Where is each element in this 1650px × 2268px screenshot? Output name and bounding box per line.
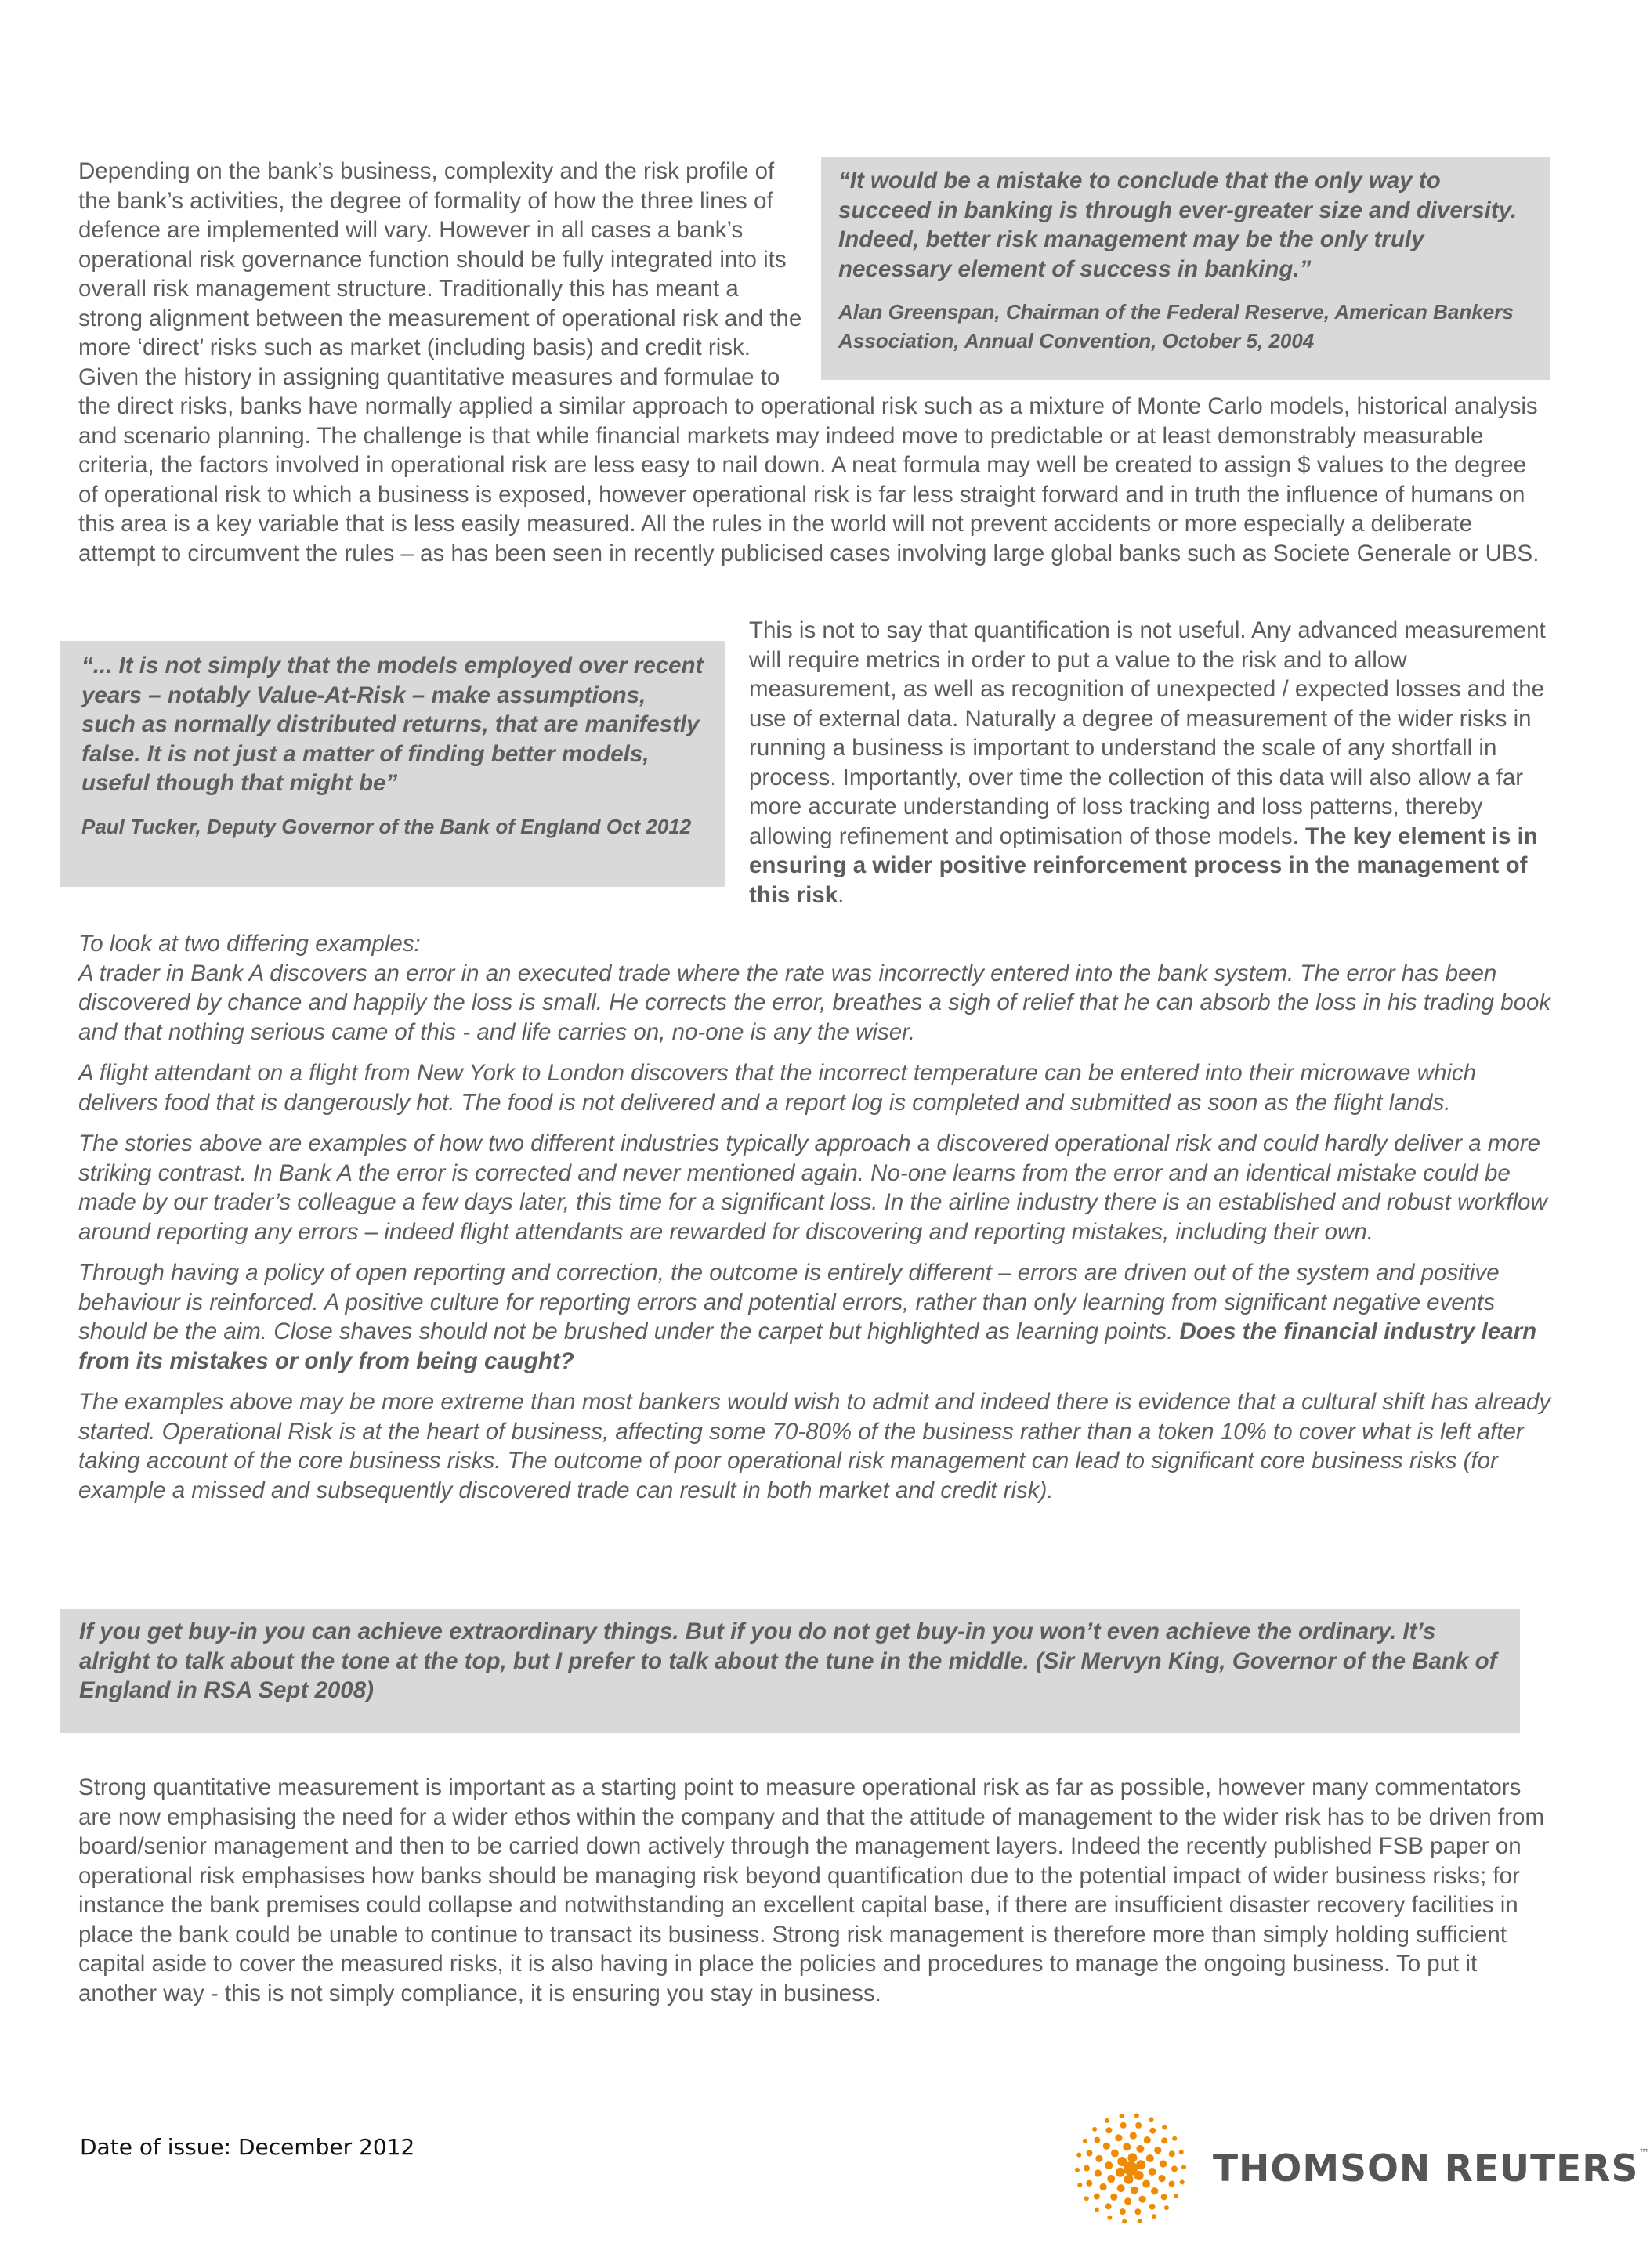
- logo-dot: [1076, 2153, 1081, 2158]
- logo-dot: [1134, 2171, 1144, 2180]
- logo-dot: [1122, 2219, 1127, 2224]
- logo-dot: [1158, 2175, 1165, 2182]
- logo-dot: [1095, 2208, 1099, 2212]
- examples-block: [78, 929, 1551, 1047]
- extreme-paragraph: The examples above may be more extreme than most bankers would wish to admit and indeed there is evidence that a cultural shift has already started. Operational Risk is at the heart of business, affecting some 70-80% of the business rather than a token 10% to cover what is left after taking account of the core business risks. The outcome of poor operational risk management can lead to significant core business risks (for example a missed and subsequently discovered trade can result in both market and credit risk).: [78, 1389, 1551, 1503]
- logo-wordmark: THOMSON REUTERS: [1213, 2147, 1639, 2190]
- logo-dot: [1105, 2118, 1109, 2123]
- quantification-paragraph: [749, 616, 1551, 910]
- logo-dot: [1123, 2143, 1131, 2150]
- logo-dot: [1181, 2165, 1186, 2169]
- policy-text: Through having a policy of open reporting and correction, the outcome is entirely different – errors are driven out of the system and positive behaviour is reinforced. A positive culture for reporting errors and potential errors, rather than only learning from significant negative events should be the aim. Close shaves should not be brushed under the carpet but highlighted as learning points.: [78, 1260, 1500, 1344]
- logo-dot: [1164, 2205, 1169, 2210]
- logo-dot: [1149, 2168, 1156, 2176]
- logo-dot: [1119, 2114, 1124, 2118]
- logo-dot: [1136, 2145, 1144, 2153]
- examples-section: [78, 929, 1551, 1517]
- examples-intro: To look at two differing examples:: [78, 931, 421, 957]
- logo-dot: [1172, 2136, 1177, 2141]
- logo-dot: [1168, 2181, 1174, 2187]
- logo-dot: [1083, 2139, 1087, 2143]
- tucker-quote-attribution: Paul Tucker, Deputy Governor of the Bank of England Oct 2012: [81, 814, 692, 838]
- logo-dot: [1111, 2149, 1119, 2157]
- logo-dot: [1169, 2150, 1175, 2157]
- issue-date: Date of issue: December 2012: [80, 2134, 415, 2160]
- logo-dot: [1105, 2161, 1113, 2169]
- logo-dot: [1142, 2180, 1150, 2188]
- logo-dot: [1131, 2187, 1138, 2194]
- thomson-reuters-dot-sphere-icon: [1072, 2110, 1189, 2227]
- logo-dot: [1134, 2208, 1141, 2215]
- logo-dot: [1124, 2175, 1134, 2184]
- logo-dot: [1179, 2150, 1184, 2154]
- policy-question: Does the financial industry learn from its mistakes or only from being caught?: [78, 1318, 1537, 1374]
- greenspan-quote-attribution: Alan Greenspan, Chairman of the Federal Reserve, American Bankers Association, Annual Convention, October 5, 2004: [838, 300, 1514, 353]
- logo-dot: [1149, 2128, 1156, 2134]
- logo-dot: [1174, 2194, 1178, 2198]
- logo-dot: [1075, 2168, 1080, 2172]
- tucker-quote-box: [60, 641, 725, 887]
- logo-dot: [1136, 2160, 1145, 2169]
- logo-dot: [1130, 2132, 1137, 2140]
- logo-dot: [1116, 2168, 1125, 2177]
- quantification-text: This is not to say that quantification is not useful. Any advanced measurement will require metrics in order to put a value to the risk and to allow measurement, as well as recognition of unexpected / expected losses and the use of external data. Naturally a degree of measurement of the wider risks in running a business is important to understand the scale of any shortfall in process. Importantly, over time the collection of this data will also allow a far more accurate understanding of loss tracking and loss patterns, thereby allowing refinement and optimisation of those models.: [749, 617, 1546, 849]
- logo-dot: [1077, 2183, 1082, 2187]
- logo-dot: [1107, 2216, 1112, 2220]
- logo-dot: [1103, 2143, 1110, 2150]
- logo-dot: [1105, 2203, 1112, 2209]
- logo-dot: [1095, 2155, 1102, 2162]
- logo-dot: [1139, 2196, 1146, 2203]
- logo-dot: [1162, 2125, 1167, 2129]
- logo-dot: [1094, 2194, 1100, 2200]
- logo-dot: [1094, 2137, 1100, 2143]
- logo-dot: [1087, 2150, 1093, 2156]
- logo-dot: [1107, 2175, 1115, 2183]
- logo-dot: [1084, 2165, 1090, 2172]
- logo-dot: [1138, 2219, 1142, 2223]
- logo-dot: [1120, 2208, 1126, 2215]
- logo-dot: [1095, 2169, 1102, 2176]
- logo-dot: [1154, 2147, 1161, 2154]
- logo-dot: [1084, 2196, 1089, 2201]
- logo-dot: [1146, 2154, 1154, 2162]
- logo-dot: [1180, 2179, 1185, 2184]
- thomson-reuters-logo: [1072, 2110, 1650, 2227]
- logo-dot: [1117, 2184, 1125, 2192]
- logo-dot: [1127, 2153, 1137, 2162]
- logo-dot: [1134, 2113, 1139, 2118]
- logo-dot: [1144, 2136, 1151, 2143]
- final-paragraph: Strong quantitative measurement is important as a starting point to measure operational risk as far as possible, however many commentators are now emphasising the need for a wider ethos within the company and that the attitude of management to the wider risk has to be driven from board/senior management and then to be carried down actively through the management layers. Indeed the recently published FSB paper on operational risk emphasises how banks should be managing risk beyond quantification due to the potential impact of wider business risks; for instance the bank premises could collapse and notwithstanding an excellent capital base, if there are insufficient disaster recovery facilities in place the bank could be unable to continue to transact its business. Strong risk management is therefore more than simply holding sufficient capital aside to cover the measured risks, it is also having in place the policies and procedures to manage the ongoing business. To put it another way - this is not simply compliance, it is ensuring you stay in business.: [78, 1774, 1545, 2006]
- logo-dot: [1117, 2157, 1127, 2166]
- logo-dot: [1160, 2160, 1167, 2167]
- logo-dot: [1161, 2194, 1167, 2200]
- logo-dot: [1124, 2197, 1131, 2205]
- quantification-key-point: The key element is in ensuring a wider positive reinforcement process in the management of this risk: [749, 823, 1538, 908]
- intro-paragraph-text: Depending on the bank’s business, complexity and the risk profile of the bank’s activities, the degree of formality of how the three lines of defence are implemented will vary. However in all cases a bank’s operational risk governance function should be fully integrated into its overall risk management structure. Traditionally this has meant a strong alignment between the measurement of operational risk and the more ‘direct’ risks such as market (including basis) and credit risk. Given the history in assigning quantitative measures and formulae to the direct risks, banks have normally applied a similar approach to operational risk such as a mixture of Monte Carlo models, historical analysis and scenario planning. The challenge is that while financial markets may indeed move to predictable or at least demonstrably measurable criteria, the factors involved in operational risk are less easy to nail down. A neat formula may well be created to assign $ values to the degree of operational risk to which a business is exposed, however operational risk is far less straight forward and in truth the influence of humans on this area is a key variable that is less easily measured. All the rules in the world will not prevent accidents or more especially a deliberate attempt to circumvent the rules – as has been seen in recently publicised cases involving large global banks such as Societe Generale or UBS.: [78, 158, 1540, 566]
- tucker-quote-text: “... It is not simply that the models employed over recent years – notably Value-At-Risk – make assumptions, such as normally distributed returns, that are manifestly false. It is not just a matter of finding better models, useful though that might be”: [81, 653, 704, 796]
- king-quote-box: [60, 1609, 1520, 1733]
- stories-paragraph: The stories above are examples of how two different industries typically approach a discovered operational risk and could hardly deliver a more striking contrast. In Bank A the error is corrected and never mentioned again. No-one learns from the error and an identical mistake could be made by our trader’s colleague a few days later, this time for a significant loss. In the airline industry there is an established and robust workflow around reporting any errors – indeed flight attendants are rewarded for discovering and reporting mistakes, including their own.: [78, 1130, 1547, 1245]
- logo-dot: [1120, 2122, 1127, 2129]
- logo-dot: [1152, 2214, 1156, 2219]
- logo-dot: [1110, 2194, 1117, 2201]
- example-bank-a: A trader in Bank A discovers an error in an executed trade where the rate was incorrectly entered into the bank system. The error has been discovered by chance and happily the loss is small. He corrects the error, breathes a sigh of relief that he can absorb the loss in his trading book and that nothing serious came of this - and life carries on, no-one is any the wiser.: [78, 960, 1551, 1045]
- logo-dot: [1100, 2183, 1107, 2190]
- logo-dot: [1115, 2134, 1122, 2141]
- logo-dot: [1151, 2187, 1158, 2194]
- example-flight-attendant: A flight attendant on a flight from New York to London discovers that the incorrect temperature can be entered into their microwave which delivers food that is dangerously hot. The food is not delivered and a report log is completed and submitted as soon as the flight lands.: [78, 1060, 1477, 1116]
- logo-dot: [1135, 2122, 1142, 2129]
- policy-paragraph: [78, 1258, 1551, 1376]
- king-quote-text: If you get buy-in you can achieve extraordinary things. But if you do not get buy-in you won’t even achieve the ordinary. It’s alright to talk about the tone at the top, but I prefer to talk about the tune in the middle. (Sir Mervyn King, Governor of the Bank of England in RSA Sept 2008): [79, 1619, 1497, 1703]
- logo-dot: [1086, 2180, 1092, 2187]
- logo-dot: [1149, 2117, 1154, 2122]
- logo-dot: [1149, 2204, 1156, 2210]
- greenspan-quote-text: “It would be a mistake to conclude that the only way to succeed in banking is through ever-greater size and diversity. Indeed, better risk management may be the only truly necessary element of success in banking.”: [838, 168, 1518, 282]
- greenspan-quote-box: [821, 157, 1550, 380]
- logo-dot: [1161, 2137, 1167, 2143]
- quantification-end: .: [838, 881, 845, 908]
- logo-dot: [1171, 2165, 1178, 2172]
- logo-dot: [1092, 2127, 1097, 2132]
- logo-trademark: ™: [1638, 2147, 1650, 2160]
- logo-dot: [1105, 2127, 1112, 2133]
